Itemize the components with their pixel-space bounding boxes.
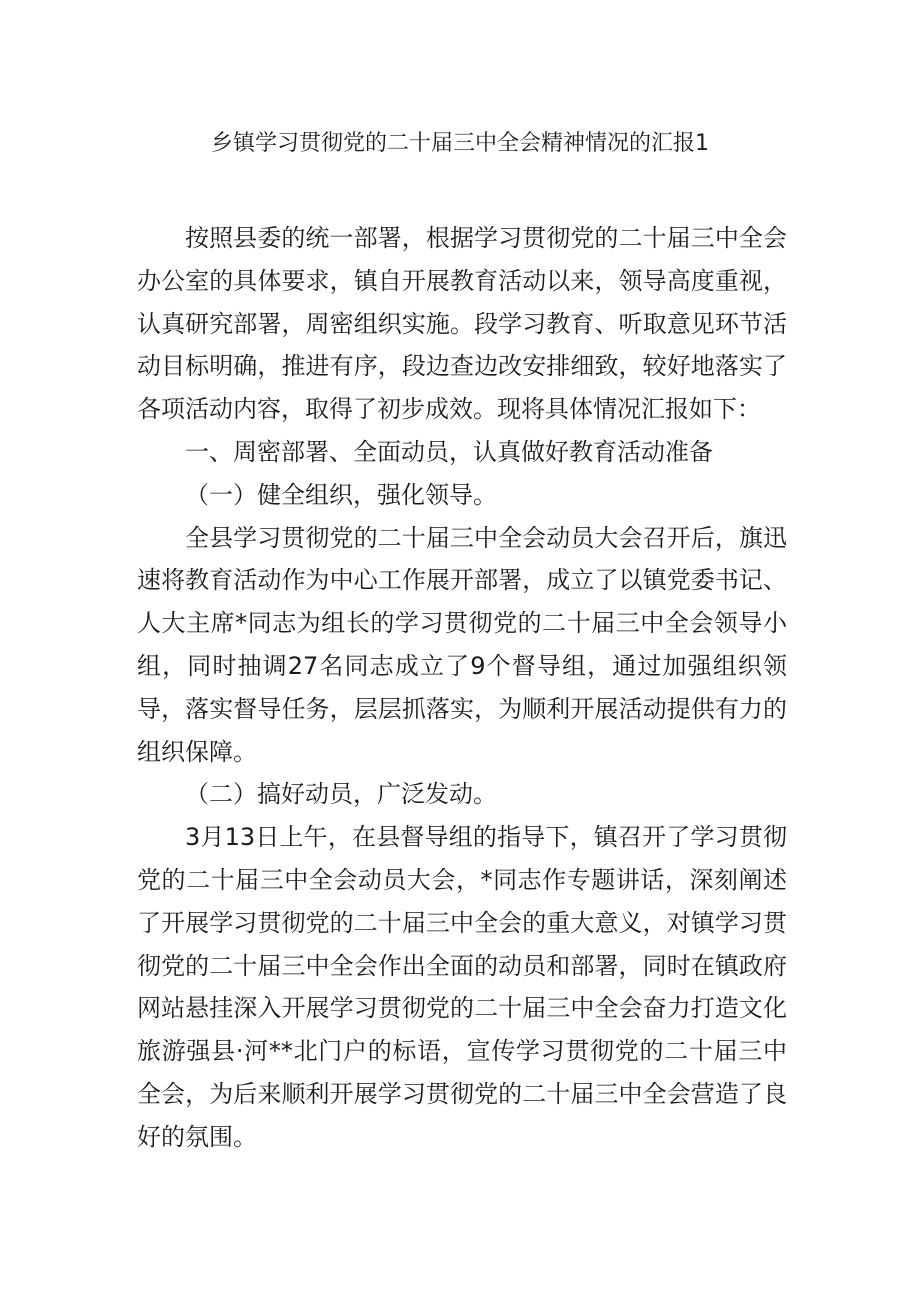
subsection-heading-2: （二）搞好动员，广泛发动。 <box>185 780 497 809</box>
subsection-heading-1: （一）健全组织，强化领导。 <box>185 480 497 509</box>
document-body <box>137 217 787 1159</box>
intro-paragraph: 按照县委的统一部署，根据学习贯彻党的二十届三中全会办公室的具体要求，镇自开展教育活动以来，领导高度重视，认真研究部署，周密组织实施。段学习教育、听取意见环节活动目标明确，推进有序，段边查边改安排细致，较好地落实了各项活动内容，取得了初步成效。现将具体情况汇报如下： <box>137 224 787 424</box>
body-paragraph-organization: 全县学习贯彻党的二十届三中全会动员大会召开后，旗迅速将教育活动作为中心工作展开部署，成立了以镇党委书记、人大主席*同志为组长的学习贯彻党的二十届三中全会领导小组，同时抽调27名同志成立了9个督导组，通过加强组织领导，落实督导任务，层层抓落实，为顺利开展活动提供有力的组织保障。 <box>137 523 787 766</box>
section-heading-1: 一、周密部署、全面动员，认真做好教育活动准备 <box>185 437 713 466</box>
document-title: 乡镇学习贯彻党的二十届三中全会精神情况的汇报1 <box>211 131 709 156</box>
body-paragraph-mobilization: 3月13日上午，在县督导组的指导下，镇召开了学习贯彻党的二十届三中全会动员大会，*同志作专题讲话，深刻阐述了开展学习贯彻党的二十届三中全会的重大意义，对镇学习贯彻党的二十届三中全会作出全面的动员和部署，同时在镇政府网站悬挂深入开展学习贯彻党的二十届三中全会奋力打造文化旅游强县·河**北门户的标语，宣传学习贯彻党的二十届三中全会，为后来顺利开展学习贯彻党的二十届三中全会营造了良好的氛围。 <box>137 823 787 1151</box>
